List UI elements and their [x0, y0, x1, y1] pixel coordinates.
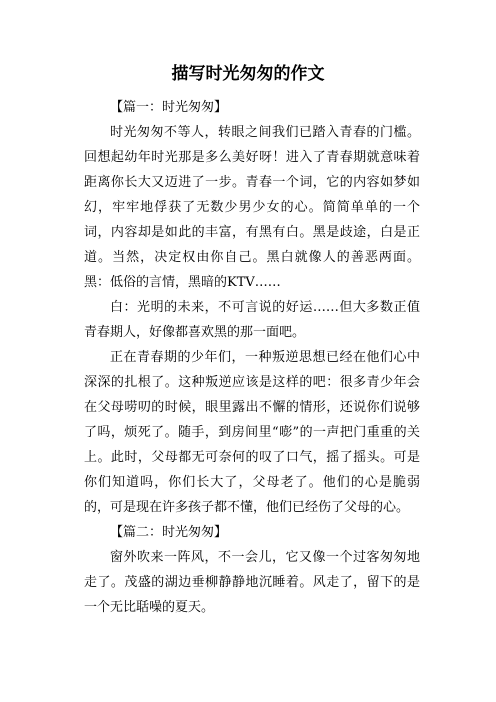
section-1-heading: 【篇一：时光匆匆】 [110, 100, 228, 115]
section-2-heading: 【篇二：时光匆匆】 [110, 525, 228, 540]
section-1-paragraph-3: 正在青春期的少年们，一种叛逆思想已经在他们心中深深的扎根了。这种叛逆应该是这样的吧：很多青少年会在父母唠叨的时候，眼里露出不懈的情形，还说你们说够了吗，烦死了。随手，到房间里“嘭”的一声把门重重的关上。此时，父母都无可奈何的叹了口气，摇了摇头。可是你们知道吗，你们长大了，父母老了。他们的心是脆弱的，可是现在许多孩子都不懂，他们已经伤了父母的心。 [84, 350, 420, 515]
section-1-paragraph-2: 白：光明的未来，不可言说的好运……但大多数正值青春期人，好像都喜欢黑的那一面吧。 [84, 300, 420, 340]
document-body [84, 95, 420, 620]
section-2-paragraph-1: 窗外吹来一阵风，不一会儿，它又像一个过客匆匆地走了。茂盛的湖边垂柳静静地沉睡着。风走了，留下的是一个无比聒噪的夏天。 [84, 550, 420, 615]
document-title: 描写时光匆匆的作文 [171, 64, 325, 84]
section-1-paragraph-1: 时光匆匆不等人，转眼之间我们已踏入青春的门槛。回想起幼年时光那是多么美好呀！进入了青春期就意味着距离你长大又迈进了一步。青春一个词，它的内容如梦如幻，牢牢地俘获了无数少男少女的心。简简单单的一个词，内容却是如此的丰富，有黑有白。黑是歧途，白是正道。当然，决定权由你自己。黑白就像人的善恶两面。黑：低俗的言情，黑暗的KTV…… [84, 125, 420, 290]
